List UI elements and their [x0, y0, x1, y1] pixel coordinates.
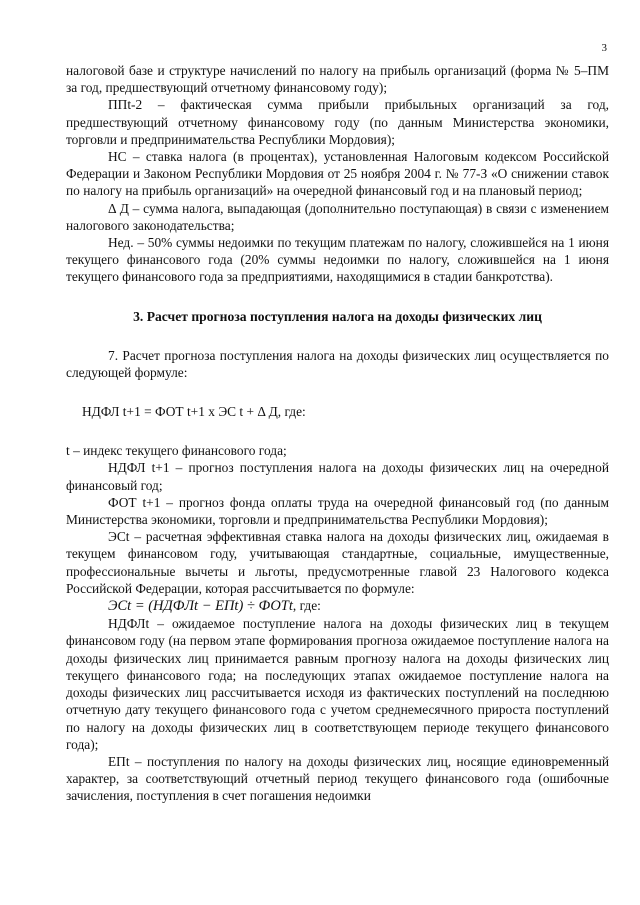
formula-effective-rate-expression: ЭСt = (НДФЛt − ЕПt) ÷ ФОТt	[108, 598, 293, 615]
formula-ndfl: НДФЛ t+1 = ФОТ t+1 х ЭС t + Δ Д, где:	[82, 404, 306, 420]
paragraph-ppt2-definition: ППt-2 – фактическая сумма прибыли прибыльных организаций за год, предшествующий отчетному финансовому году (по данным Министерства экономики, торговли и предпринимательства Республики Мордовия);	[66, 97, 609, 147]
formula-effective-rate	[66, 597, 609, 615]
paragraph-ept-definition: ЕПt – поступления по налогу на доходы физических лиц, носящие единовременный характер, за соответствующий отчетный период текущего финансового года (ошибочные зачисления, поступления в счет погашения недоимки	[66, 753, 609, 804]
paragraph-est-definition: ЭСt – расчетная эффективная ставка налога на доходы физических лиц, ожидаемая в текущем финансовом году, учитывающая стандартные, социальные, имущественные, профессиональные вычеты и льготы, предусмотренные главой 23 Налогового кодекса Российской Федерации, которая рассчитывается по формуле:	[66, 529, 609, 596]
paragraph-ned-definition: Нед. – 50% суммы недоимки по текущим платежам по налогу, сложившейся на 1 июня текущего финансового года (20% суммы недоимки по налогу, сложившейся на 1 июня текущего финансового года за предприятиями, находящимися в стадии банкротства).	[66, 235, 609, 285]
paragraph-ns-definition: НС – ставка налога (в процентах), установленная Налоговым кодексом Российской Федерации и Законом Республики Мордовия от 25 ноября 2004 г. № 77-З «О снижении ставок по налогу на прибыль организаций» на очередной финансовый год и на плановый период;	[66, 149, 609, 199]
document-body	[66, 62, 609, 805]
section-heading: 3. Расчет прогноза поступления налога на доходы физических лиц	[133, 308, 542, 324]
paragraph-delta-definition: Δ Д – сумма налога, выпадающая (дополнительно поступающая) в связи с изменением налогового законодательства;	[66, 200, 609, 233]
page-number: 3	[601, 42, 607, 54]
paragraph-ndfl-definition: НДФЛ t+1 – прогноз поступления налога на доходы физических лиц на очередной финансовый год;	[66, 460, 609, 493]
paragraph-7: 7. Расчет прогноза поступления налога на доходы физических лиц осуществляется по следующей формуле:	[66, 347, 609, 380]
paragraph-fot-definition: ФОТ t+1 – прогноз фонда оплаты труда на очередной финансовый год (по данным Министерства экономики, торговли и предпринимательства Республики Мордовия);	[66, 494, 609, 528]
paragraph-ndflt-definition: НДФЛt – ожидаемое поступление налога на доходы физических лиц в текущем финансовом году (на первом этапе формирования прогноза ожидаемое поступление налога на доходы физических лиц принимается равным прогнозу налога на доходы физических лиц текущего финансового года; на последующих этапах ожидаемое поступление налога на доходы физических лиц рассчитывается исходя из фактических поступлений на последнюю отчетную дату текущего финансового года с учетом среднемесячного прироста поступлений по налогу на доходы физических лиц в соответствующем периоде текущего финансового года);	[66, 616, 609, 752]
paragraph-continuation: налоговой базе и структуре начислений по налогу на прибыль организаций (форма № 5–ПМ за год, предшествующий отчетному финансовому году);	[66, 63, 609, 96]
formula-effective-rate-tail: , где:	[292, 598, 321, 614]
paragraph-t-definition: t – индекс текущего финансового года;	[66, 443, 287, 459]
